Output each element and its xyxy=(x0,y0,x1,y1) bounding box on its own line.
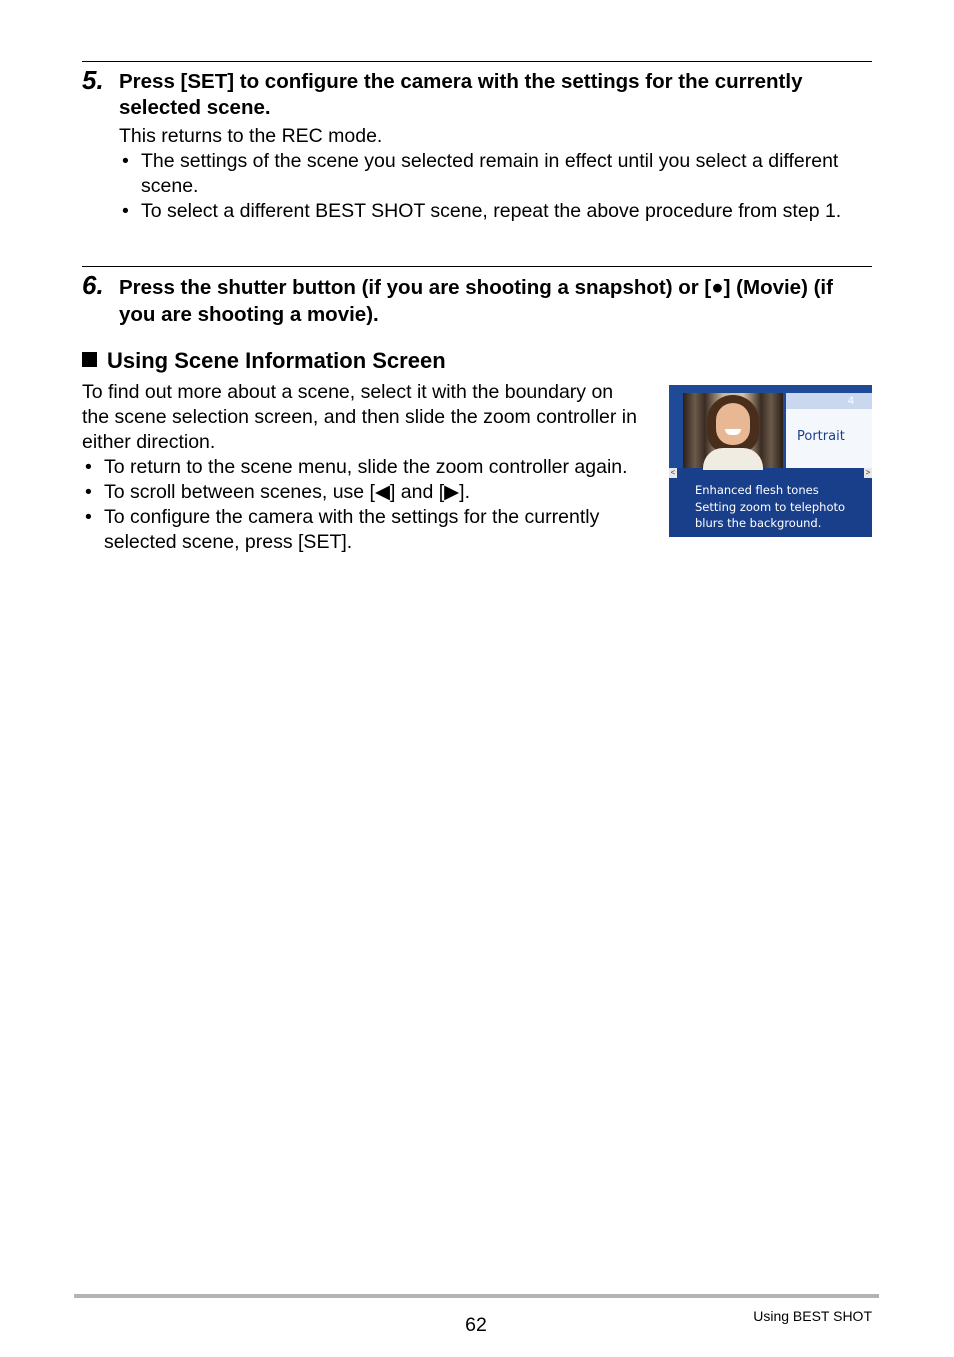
section-bullets xyxy=(82,455,642,555)
list-item xyxy=(119,199,874,224)
square-bullet-icon xyxy=(82,352,97,367)
section-bullet-text: To configure the camera with the settings for the currently selected scene, press [SET]. xyxy=(104,506,600,553)
scene-description-line: Enhanced flesh tones xyxy=(695,483,819,497)
bullet-icon: • xyxy=(85,481,92,503)
bullet-icon: • xyxy=(85,456,92,478)
section-bullet-text: To return to the scene menu, slide the zoom controller again. xyxy=(104,456,628,478)
step-6-divider xyxy=(82,266,872,267)
scene-description-line: blurs the background. xyxy=(695,516,822,530)
scene-number: 4 xyxy=(786,393,872,409)
footer-divider xyxy=(74,1294,879,1298)
step-6-number: 6. xyxy=(82,270,104,300)
step-5-body: This returns to the REC mode. xyxy=(119,125,383,147)
section-heading-text: Using Scene Information Screen xyxy=(107,348,446,373)
scene-description-line: Setting zoom to telephoto xyxy=(695,499,846,514)
footer-section-label: Using BEST SHOT xyxy=(753,1308,872,1324)
scene-description xyxy=(695,482,865,532)
step-5-bullet-text: The settings of the scene you selected remain in effect until you select a different scene. xyxy=(141,150,839,197)
list-item xyxy=(82,505,642,555)
list-item xyxy=(82,455,642,480)
step-5-title: Press [SET] to configure the camera with the settings for the currently selected scene. xyxy=(119,70,803,119)
step-5-divider xyxy=(82,61,872,62)
camera-scene-info-screen xyxy=(669,385,872,537)
right-arrow-icon: > xyxy=(865,468,871,477)
section-body: To find out more about a scene, select it with the boundary on the scene selection screen, and then slide the zoom controller in either direction. xyxy=(82,381,637,453)
step-5-bullet-text: To select a different BEST SHOT scene, repeat the above procedure from step 1. xyxy=(141,200,842,222)
bullet-icon: • xyxy=(122,200,129,222)
bullet-icon: • xyxy=(122,150,129,172)
bullet-icon: • xyxy=(85,506,92,528)
left-arrow-icon: < xyxy=(670,468,676,477)
photo-shoulders xyxy=(703,448,763,470)
portrait-photo xyxy=(683,393,783,468)
list-item xyxy=(119,149,874,199)
section-heading xyxy=(82,347,446,375)
list-item xyxy=(82,480,642,505)
page-number: 62 xyxy=(465,1314,487,1336)
section-bullet-text: To scroll between scenes, use [◀] and [▶]. xyxy=(104,481,471,503)
photo-face xyxy=(716,403,750,445)
scene-name: Portrait xyxy=(797,429,845,444)
step-6-title: Press the shutter button (if you are shooting a snapshot) or [●] (Movie) (if you are shooting a movie). xyxy=(119,276,833,326)
step-5-number: 5. xyxy=(82,65,104,95)
step-5-bullets xyxy=(119,149,874,224)
